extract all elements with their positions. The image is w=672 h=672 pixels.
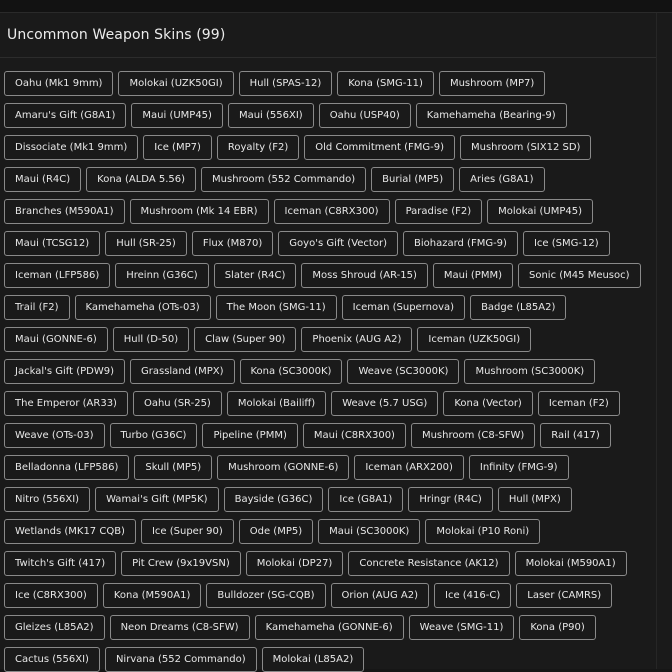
skin-chip[interactable]: Iceman (ARX200) (354, 455, 464, 480)
skin-chip[interactable]: Mushroom (SIX12 SD) (460, 135, 591, 160)
skin-chip[interactable]: Kamehameha (GONNE-6) (255, 615, 404, 640)
skin-chip[interactable]: Hull (SR-25) (105, 231, 187, 256)
skin-chip[interactable]: Kona (Vector) (443, 391, 533, 416)
skin-chip[interactable]: Gleizes (L85A2) (4, 615, 105, 640)
skin-chip[interactable]: Ice (G8A1) (328, 487, 403, 512)
skin-chip[interactable]: Ice (SMG-12) (523, 231, 610, 256)
skin-chip[interactable]: Kamehameha (OTs-03) (75, 295, 211, 320)
skin-chip[interactable]: Dissociate (Mk1 9mm) (4, 135, 138, 160)
skin-chip[interactable]: Maui (PMM) (433, 263, 513, 288)
skin-chip[interactable]: Ode (MP5) (239, 519, 313, 544)
skin-chip[interactable]: Old Commitment (FMG-9) (304, 135, 455, 160)
skin-chip[interactable]: Goyo's Gift (Vector) (278, 231, 398, 256)
skin-chip[interactable]: Trail (F2) (4, 295, 70, 320)
skin-chip[interactable]: Weave (OTs-03) (4, 423, 105, 448)
skin-chip[interactable]: Grassland (MPX) (130, 359, 235, 384)
skin-chip[interactable]: Kona (M590A1) (103, 583, 202, 608)
skin-chip[interactable]: Kona (SMG-11) (337, 71, 434, 96)
skin-chip[interactable]: Mushroom (C8-SFW) (411, 423, 535, 448)
skin-chip[interactable]: Mushroom (552 Commando) (201, 167, 366, 192)
skin-chip[interactable]: Hull (MPX) (498, 487, 572, 512)
skin-chip[interactable]: Paradise (F2) (395, 199, 483, 224)
skin-chip[interactable]: Twitch's Gift (417) (4, 551, 116, 576)
skin-chip[interactable]: Cactus (556XI) (4, 647, 100, 672)
skin-chip[interactable]: Badge (L85A2) (470, 295, 566, 320)
skin-chip[interactable]: Rail (417) (540, 423, 610, 448)
skin-chip[interactable]: Moss Shroud (AR-15) (301, 263, 427, 288)
skin-chip[interactable]: Hreinn (G36C) (115, 263, 208, 288)
skin-chip[interactable]: Maui (R4C) (4, 167, 81, 192)
skin-chip[interactable]: Hull (D-50) (113, 327, 189, 352)
skin-chip[interactable]: Hringr (R4C) (408, 487, 492, 512)
skin-chip[interactable]: Maui (556XI) (228, 103, 314, 128)
skin-chip[interactable]: Maui (TCSG12) (4, 231, 100, 256)
skin-chip[interactable]: Oahu (SR-25) (133, 391, 222, 416)
skin-chip[interactable]: Infinity (FMG-9) (469, 455, 569, 480)
skin-chip[interactable]: Biohazard (FMG-9) (403, 231, 518, 256)
skin-chip[interactable]: Weave (SC3000K) (347, 359, 459, 384)
skin-chip[interactable]: Molokai (UMP45) (487, 199, 593, 224)
skin-chip[interactable]: Oahu (USP40) (319, 103, 411, 128)
skin-chip[interactable]: Burial (MP5) (371, 167, 454, 192)
skin-chip[interactable]: Wamai's Gift (MP5K) (95, 487, 219, 512)
skin-chip[interactable]: Flux (M870) (192, 231, 273, 256)
skin-chip[interactable]: Concrete Resistance (AK12) (348, 551, 509, 576)
skin-chip[interactable]: Turbo (G36C) (110, 423, 198, 448)
scrollbar[interactable] (656, 13, 672, 669)
skin-chip[interactable]: Iceman (C8RX300) (274, 199, 390, 224)
skin-chip[interactable]: Iceman (LFP586) (4, 263, 110, 288)
skin-chip[interactable]: Iceman (F2) (538, 391, 620, 416)
skin-chip[interactable]: Kona (P90) (519, 615, 595, 640)
skin-chip[interactable]: Mushroom (SC3000K) (464, 359, 595, 384)
skin-chip[interactable]: Maui (UMP45) (131, 103, 223, 128)
skin-chip[interactable]: Kona (ALDA 5.56) (86, 167, 196, 192)
skin-chip[interactable]: Ice (C8RX300) (4, 583, 98, 608)
skin-chip[interactable]: Kamehameha (Bearing-9) (416, 103, 567, 128)
skin-chip[interactable]: Hull (SPAS-12) (239, 71, 333, 96)
panel-title: Uncommon Weapon Skins (99) (0, 13, 656, 58)
skin-chip[interactable]: Jackal's Gift (PDW9) (4, 359, 125, 384)
skin-chip[interactable]: Kona (SC3000K) (240, 359, 343, 384)
skin-chip[interactable]: Skull (MP5) (134, 455, 212, 480)
skin-chip[interactable]: Royalty (F2) (217, 135, 299, 160)
skin-chip[interactable]: Molokai (DP27) (246, 551, 344, 576)
skin-chip[interactable]: Molokai (L85A2) (262, 647, 365, 672)
skin-chip[interactable]: Branches (M590A1) (4, 199, 125, 224)
skin-chip[interactable]: Weave (SMG-11) (409, 615, 515, 640)
skin-chip[interactable]: Maui (GONNE-6) (4, 327, 108, 352)
skin-chip[interactable]: Laser (CAMRS) (516, 583, 612, 608)
skin-chip[interactable]: Ice (416-C) (434, 583, 511, 608)
skin-chip[interactable]: Claw (Super 90) (194, 327, 296, 352)
skin-chip[interactable]: Phoenix (AUG A2) (301, 327, 412, 352)
skin-chip[interactable]: Molokai (Bailiff) (227, 391, 326, 416)
skin-chip[interactable]: Maui (SC3000K) (318, 519, 420, 544)
skin-chip[interactable]: Aries (G8A1) (459, 167, 544, 192)
skin-chip[interactable]: Mushroom (MP7) (439, 71, 545, 96)
skin-chip[interactable]: Pit Crew (9x19VSN) (121, 551, 241, 576)
skin-chip[interactable]: Bayside (G36C) (224, 487, 324, 512)
skin-chip[interactable]: Mushroom (GONNE-6) (217, 455, 349, 480)
skin-chip[interactable]: Orion (AUG A2) (331, 583, 430, 608)
skin-chip[interactable]: Nitro (556XI) (4, 487, 90, 512)
skin-chip[interactable]: Nirvana (552 Commando) (105, 647, 257, 672)
skin-chip[interactable]: Maui (C8RX300) (303, 423, 406, 448)
skin-chip[interactable]: Wetlands (MK17 CQB) (4, 519, 136, 544)
top-strip (0, 0, 672, 13)
skin-chip[interactable]: Iceman (UZK50GI) (417, 327, 531, 352)
skin-chip[interactable]: Ice (MP7) (143, 135, 212, 160)
skin-chip[interactable]: The Moon (SMG-11) (216, 295, 337, 320)
skin-chip-list (0, 58, 652, 672)
skin-chip[interactable]: Sonic (M45 Meusoc) (518, 263, 641, 288)
skin-chip[interactable]: Molokai (P10 Roni) (425, 519, 540, 544)
skin-chip[interactable]: Amaru's Gift (G8A1) (4, 103, 126, 128)
skin-chip[interactable]: Molokai (UZK50GI) (118, 71, 233, 96)
skin-chip[interactable]: Weave (5.7 USG) (331, 391, 438, 416)
skin-chip[interactable]: Molokai (M590A1) (515, 551, 627, 576)
skin-chip[interactable]: Pipeline (PMM) (202, 423, 297, 448)
skin-chip[interactable]: Ice (Super 90) (141, 519, 234, 544)
skin-chip[interactable]: Slater (R4C) (214, 263, 297, 288)
skin-chip[interactable]: Iceman (Supernova) (342, 295, 465, 320)
skin-chip[interactable]: The Emperor (AR33) (4, 391, 128, 416)
skin-chip[interactable]: Oahu (Mk1 9mm) (4, 71, 113, 96)
skin-chip[interactable]: Bulldozer (SG-CQB) (206, 583, 325, 608)
skin-chip[interactable]: Belladonna (LFP586) (4, 455, 129, 480)
skin-chip[interactable]: Mushroom (Mk 14 EBR) (130, 199, 269, 224)
weapon-skins-panel (0, 13, 656, 669)
skin-chip[interactable]: Neon Dreams (C8-SFW) (110, 615, 250, 640)
